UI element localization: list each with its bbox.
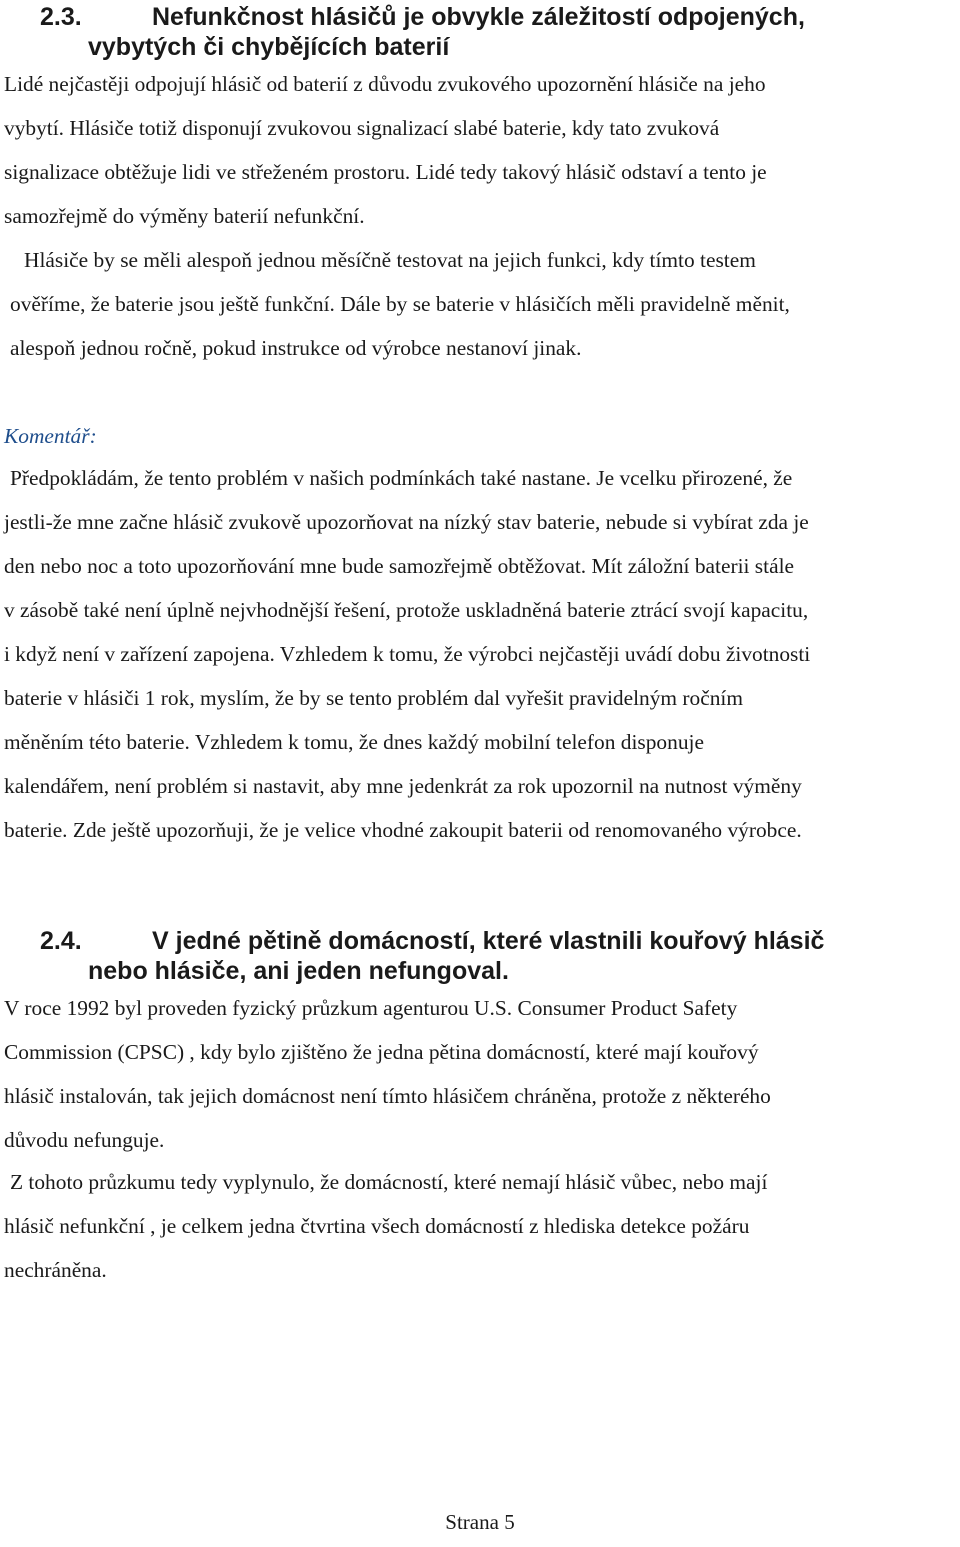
section-2-4-heading xyxy=(40,926,940,986)
section-title-line1: Nefunkčnost hlásičů je obvykle záležitostí odpojených, xyxy=(152,3,805,31)
text-line: i když není v zařízení zapojena. Vzhledem k tomu, že výrobci nejčastěji uvádí dobu životnosti xyxy=(4,642,811,666)
section-number: 2.4. xyxy=(40,927,82,955)
section-2-3-paragraph-2 xyxy=(4,238,956,370)
text-line: samozřejmě do výměny baterií nefunkční. xyxy=(4,204,365,228)
section-2-3-paragraph-1 xyxy=(4,62,956,238)
text-line: v zásobě také není úplně nejvhodnější řešení, protože uskladněná baterie ztrácí svojí kapacitu, xyxy=(4,598,809,622)
text-line: hlásič instalován, tak jejich domácnost není tímto hlásičem chráněna, protože z některého xyxy=(4,1084,771,1108)
section-2-4-paragraph-1 xyxy=(4,986,956,1162)
text-line: důvodu nefunguje. xyxy=(4,1128,165,1152)
text-line: jestli-že mne začne hlásič zvukově upozorňovat na nízký stav baterie, nebude si vybírat zda je xyxy=(4,510,809,534)
text-line: Lidé nejčastěji odpojují hlásič od baterií z důvodu zvukového upozornění hlásiče na jeho xyxy=(4,72,766,96)
text-line: hlásič nefunkční , je celkem jedna čtvrtina všech domácností z hlediska detekce požáru xyxy=(4,1214,750,1238)
comment-paragraph xyxy=(4,456,956,852)
text-line: kalendářem, není problém si nastavit, aby mne jedenkrát za rok upozornil na nutnost výměny xyxy=(4,774,802,798)
text-line: nechráněna. xyxy=(4,1258,107,1282)
section-number: 2.3. xyxy=(40,3,82,31)
text-line: měněním této baterie. Vzhledem k tomu, že dnes každý mobilní telefon disponuje xyxy=(4,730,704,754)
comment-label: Komentář: xyxy=(4,424,97,448)
text-line: Z tohoto průzkumu tedy vyplynulo, že domácností, které nemají hlásič vůbec, nebo mají xyxy=(10,1170,768,1194)
text-line: vybytí. Hlásiče totiž disponují zvukovou signalizací slabé baterie, kdy tato zvuková xyxy=(4,116,720,140)
page-number-footer: Strana 5 xyxy=(445,1510,515,1534)
text-line: V roce 1992 byl proveden fyzický průzkum agenturou U.S. Consumer Product Safety xyxy=(4,996,738,1020)
section-title-line2: nebo hlásiče, ani jeden nefungoval. xyxy=(88,957,509,985)
text-line: alespoň jednou ročně, pokud instrukce od výrobce nestanoví jinak. xyxy=(10,336,582,360)
text-line: baterie v hlásiči 1 rok, myslím, že by se tento problém dal vyřešit pravidelným ročním xyxy=(4,686,743,710)
section-2-3-heading xyxy=(40,2,940,62)
text-line: den nebo noc a toto upozorňování mne bude samozřejmě obtěžovat. Mít záložní baterii stále xyxy=(4,554,795,578)
text-line: ověříme, že baterie jsou ještě funkční. Dále by se baterie v hlásičích měli pravidelně měnit, xyxy=(10,292,790,316)
text-line: baterie. Zde ještě upozorňuji, že je velice vhodné zakoupit baterii od renomovaného výrobce. xyxy=(4,818,802,842)
section-2-4-paragraph-2 xyxy=(4,1160,956,1292)
text-line: Předpokládám, že tento problém v našich podmínkách také nastane. Je vcelku přirozené, že xyxy=(10,466,793,490)
section-title-line1: V jedné pětině domácností, které vlastnili kouřový hlásič xyxy=(152,927,825,955)
section-title-line2: vybytých či chybějících baterií xyxy=(88,33,450,61)
text-line: Commission (CPSC) , kdy bylo zjištěno že jedna pětina domácností, které mají kouřový xyxy=(4,1040,759,1064)
text-line: signalizace obtěžuje lidi ve střeženém prostoru. Lidé tedy takový hlásič odstaví a tento je xyxy=(4,160,767,184)
text-line: Hlásiče by se měli alespoň jednou měsíčně testovat na jejich funkci, kdy tímto testem xyxy=(24,248,756,272)
